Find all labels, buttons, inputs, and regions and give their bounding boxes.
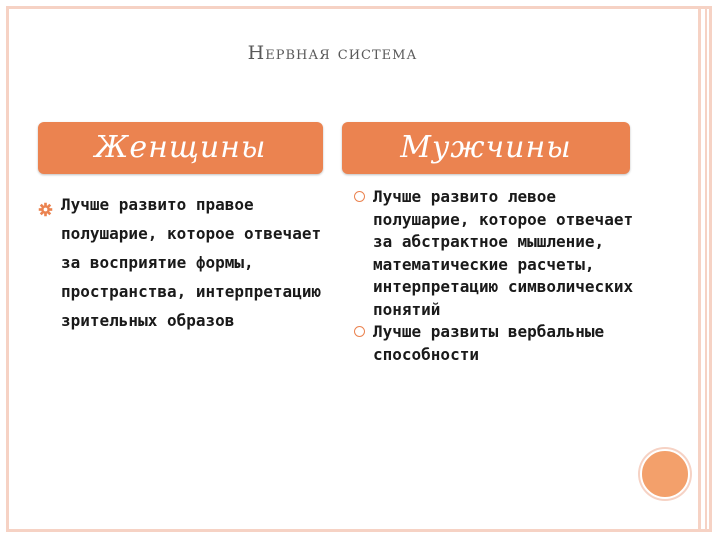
frame-line	[698, 6, 701, 532]
header-men: Мужчины	[342, 122, 630, 174]
men-list	[352, 186, 642, 366]
frame-line	[705, 6, 707, 532]
circle-bullet-icon	[354, 191, 365, 202]
slide-title: Нервная система	[247, 42, 418, 64]
gear-bullet-icon	[38, 197, 53, 212]
list-item	[352, 321, 642, 366]
women-list	[38, 190, 323, 335]
header-women: Женщины	[38, 122, 323, 174]
list-item	[38, 190, 323, 335]
circle-bullet-icon	[354, 326, 365, 337]
list-item	[352, 186, 642, 321]
list-item-text: Лучше развиты вербальные способности	[373, 322, 605, 364]
decorative-circle	[640, 449, 690, 499]
list-item-text: Лучше развито левое полушарие, которое отвечает за абстрактное мышление, математические расчеты, интерпретацию символических понятий	[373, 187, 634, 319]
list-item-text: Лучше развито правое полушарие, которое отвечает за восприятие формы, пространства, интерпретацию зрительных образов	[61, 195, 322, 330]
